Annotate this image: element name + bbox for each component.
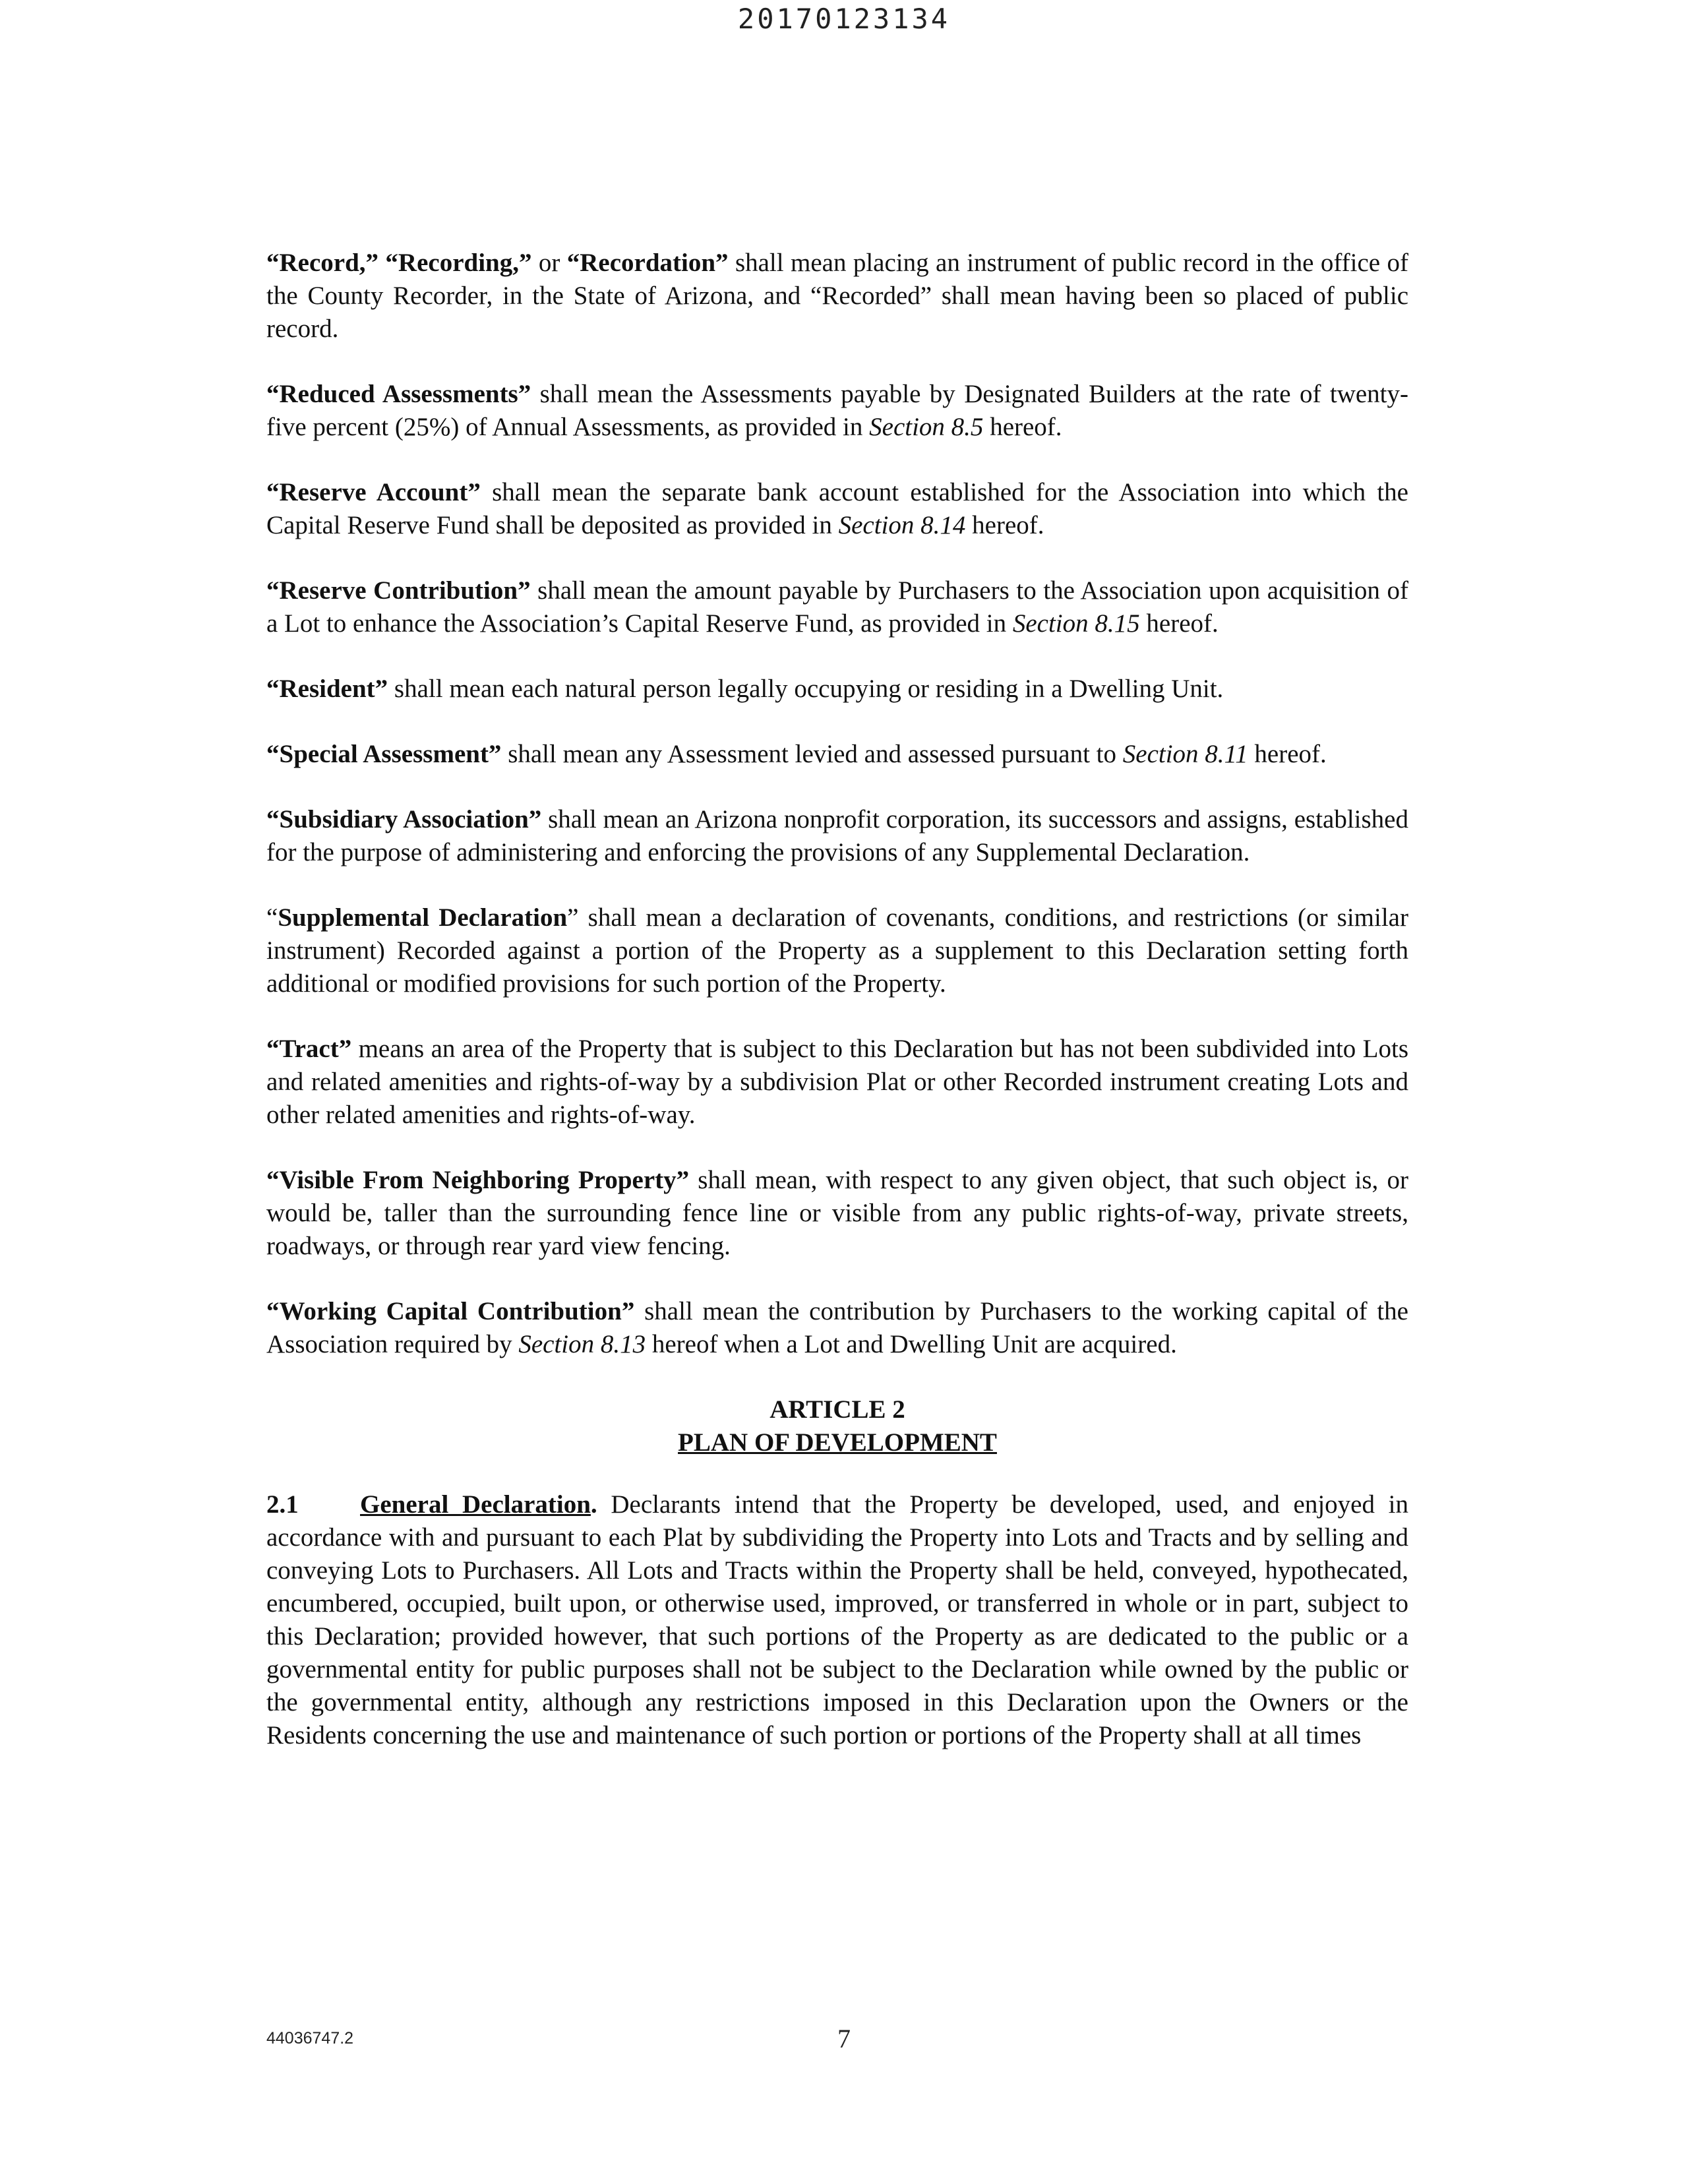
definition-term: Supplemental Declaration [278, 903, 568, 932]
definition-tail: hereof. [983, 413, 1062, 441]
definition-tail: hereof when a Lot and Dwelling Unit are acquired. [646, 1330, 1177, 1358]
section-reference: Section 8.5 [869, 413, 984, 441]
definition-term: “Reserve Contribution” [266, 576, 531, 605]
definition-text: shall mean the contribution by Purchasers to the working capital of the Association required by [266, 1297, 1408, 1358]
definition-quote-open: “ [266, 903, 278, 932]
definition-term: “Subsidiary Association” [266, 805, 542, 834]
section-reference: Section 8.11 [1122, 740, 1248, 768]
definition-term: “Special Assessment” [266, 740, 502, 768]
definition-tract [266, 1033, 1408, 1132]
definition-text: shall mean a declaration of covenants, conditions, and restrictions (or similar instrument) Recorded against a portion of the Property as a supplement to this Declaration setting forth additional or modified provisions for such portion of the Property. [266, 903, 1408, 998]
article-title: PLAN OF DEVELOPMENT [678, 1428, 997, 1457]
recording-number: 20170123134 [737, 3, 951, 35]
definition-reserve-contribution [266, 574, 1408, 640]
section-reference: Section 8.15 [1012, 609, 1140, 638]
definition-text: shall mean the amount payable by Purchasers to the Association upon acquisition of a Lot to enhance the Association’s Capital Reserve Fund, as provided in [266, 576, 1408, 638]
definition-supplemental-declaration [266, 901, 1408, 1000]
definition-subsidiary-association [266, 803, 1408, 869]
definition-record [266, 247, 1408, 346]
definition-text: shall mean an Arizona nonprofit corporation, its successors and assigns, established for the purpose of administering and enforcing the provisions of any Supplemental Declaration. [266, 805, 1408, 866]
section-title-punct: . [590, 1490, 597, 1519]
definition-special-assessment [266, 738, 1408, 771]
section-2-1 [266, 1488, 1408, 1752]
definition-term: “Visible From Neighboring Property” [266, 1166, 690, 1194]
definition-term: “Working Capital Contribution” [266, 1297, 635, 1325]
definition-reduced-assessments [266, 378, 1408, 444]
section-text: Declarants intend that the Property be developed, used, and enjoyed in accordance with and pursuant to each Plat by subdividing the Property into Lots and Tracts and by selling and conveying Lots to Purchasers. All Lots and Tracts within the Property shall be held, conveyed, hypothecated, encumbered, occupied, built upon, or otherwise used, improved, or transferred in whole or in part, subject to this Declaration; provided however, that such portions of the Property as are dedicated to the public or a governmental entity for public purposes shall not be subject to the Declaration while owned by the public or the governmental entity, although any restrictions imposed in this Declaration upon the Owners or the Residents concerning the use and maintenance of such portion or portions of the Property shall at all times [266, 1490, 1408, 1749]
definition-term: “Record,” “Recording,” [266, 249, 532, 277]
definition-text: means an area of the Property that is subject to this Declaration but has not been subdivided into Lots and related amenities and rights-of-way by a subdivision Plat or other Recorded instrument creating Lots and other related amenities and rights-of-way. [266, 1035, 1408, 1129]
section-title: General Declaration [360, 1490, 591, 1519]
definition-text: shall mean placing an instrument of public record in the office of the County Recorder, in the State of Arizona, and “Recorded” shall mean having been so placed of public record. [266, 249, 1408, 343]
definition-tail: hereof. [965, 511, 1044, 539]
definition-text: shall mean the separate bank account established for the Association into which the Capital Reserve Fund shall be deposited as provided in [266, 478, 1408, 539]
definition-visible-from-neighboring-property [266, 1164, 1408, 1263]
definition-term: “Resident” [266, 675, 388, 703]
section-reference: Section 8.14 [838, 511, 966, 539]
definition-text: shall mean, with respect to any given object, that such object is, or would be, taller than the surrounding fence line or visible from any public rights-of-way, private streets, roadways, or through rear yard view fencing. [266, 1166, 1408, 1260]
document-body [266, 247, 1408, 1752]
definition-term: “Reserve Account” [266, 478, 481, 506]
definition-text: shall mean any Assessment levied and assessed pursuant to [501, 740, 1123, 768]
definition-working-capital-contribution [266, 1295, 1408, 1361]
definition-term: “Tract” [266, 1035, 352, 1063]
page-number: 7 [837, 2024, 851, 2053]
definition-term: “Recordation” [566, 249, 729, 277]
definition-quote-close: ” [567, 903, 579, 932]
definition-connector: or [531, 249, 567, 277]
footer-document-id: 44036747.2 [266, 2029, 354, 2048]
article-heading [266, 1393, 1408, 1459]
definition-term: “Reduced Assessments” [266, 380, 531, 408]
definition-text: shall mean each natural person legally occupying or residing in a Dwelling Unit. [388, 675, 1224, 703]
definition-text: shall mean the Assessments payable by Designated Builders at the rate of twenty-five percent (25%) of Annual Assessments, as provided in [266, 380, 1408, 441]
article-number: ARTICLE 2 [769, 1395, 905, 1424]
definition-tail: hereof. [1248, 740, 1327, 768]
definition-tail: hereof. [1139, 609, 1219, 638]
section-reference: Section 8.13 [518, 1330, 646, 1358]
section-number: 2.1 [266, 1490, 299, 1519]
definition-reserve-account [266, 476, 1408, 542]
definition-resident [266, 673, 1408, 706]
